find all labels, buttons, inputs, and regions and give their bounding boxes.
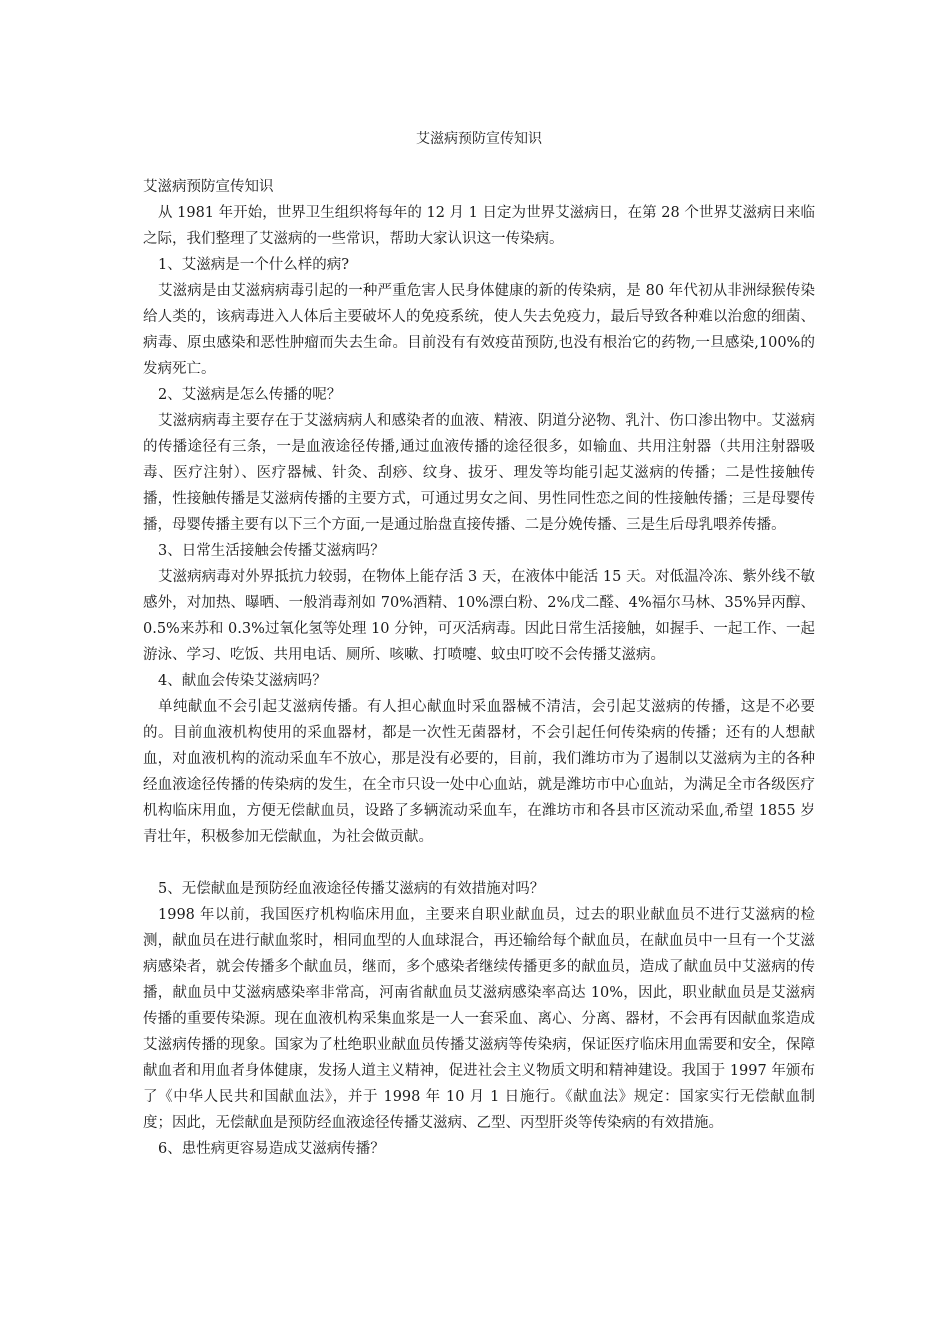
answer-2: 艾滋病病毒主要存在于艾滋病病人和感染者的血液、精液、阴道分泌物、乳汁、伤口渗出物中。艾滋病的传播途径有三条，一是血液途径传播,通过血液传播的途径很多，如输血、共用注射器（共用注射器吸毒、医疗注射）、医疗器械、针灸、刮痧、纹身、拔牙、理发等均能引起艾滋病的传播；二是性接触传播，性接触传播是艾滋病传播的主要方式，可通过男女之间、男性同性恋之间的性接触传播；三是母婴传播，母婴传播主要有以下三个方面,一是通过胎盘直接传播、二是分娩传播、三是生后母乳喂养传播。 — [143, 413, 815, 533]
answer-1: 艾滋病是由艾滋病病毒引起的一种严重危害人民身体健康的新的传染病，是 80 年代初从非洲绿猴传染给人类的，该病毒进入人体后主要破坏人的免疫系统，使人失去免疫力，最后导致各种难以治愈的细菌、病毒、原虫感染和恶性肿瘤而失去生命。目前没有有效疫苗预防,也没有根治它的药物,一旦感染,100%的发病死亡。 — [143, 283, 815, 377]
intro-paragraph: 从 1981 年开始，世界卫生组织将每年的 12 月 1 日定为世界艾滋病日，在第 28 个世界艾滋病日来临之际，我们整理了艾滋病的一些常识，帮助大家认识这一传染病。 — [143, 205, 815, 247]
answer-3: 艾滋病病毒对外界抵抗力较弱，在物体上能存活 3 天，在液体中能活 15 天。对低温冷冻、紫外线不敏感外，对加热、曝晒、一般消毒剂如 70%酒精、10%漂白粉、2%戊二醛、4%福尔马林、35%异丙醇、0.5%来苏和 0.3%过氧化氢等处理 10 分钟，可灭活病毒。因此日常生活接触，如握手、一起工作、一起游泳、学习、吃饭、共用电话、厕所、咳嗽、打喷嚏、蚊虫叮咬不会传播艾滋病。 — [143, 569, 815, 663]
document-body — [143, 174, 815, 1162]
document-heading: 艾滋病预防宣传知识 — [143, 179, 274, 195]
question-2: 2、艾滋病是怎么传播的呢？ — [158, 387, 342, 403]
answer-5: 1998 年以前，我国医疗机构临床用血，主要来自职业献血员，过去的职业献血员不进行艾滋病的检测，献血员在进行献血浆时，相同血型的人血球混合，再还输给每个献血员，在献血员中一旦有一个艾滋病感染者，就会传播多个献血员，继而，多个感染者继续传播更多的献血员，造成了献血员中艾滋病的传播，献血员中艾滋病感染率非常高，河南省献血员艾滋病感染率高达 10%，因此，职业献血员是艾滋病传播的重要传染源。现在血液机构采集血浆是一人一套采血、离心、分离、器材，不会再有因献血浆造成艾滋病传播的现象。国家为了杜绝职业献血员传播艾滋病等传染病，保证医疗临床用血需要和安全，保障献血者和用血者身体健康，发扬人道主义精神，促进社会主义物质文明和精神建设。我国于 1997 年颁布了《中华人民共和国献血法》，并于 1998 年 10 月 1 日施行。《献血法》规定：国家实行无偿献血制度；因此，无偿献血是预防经血液途径传播艾滋病、乙型、丙型肝炎等传染病的有效措施。 — [143, 907, 815, 1131]
question-5: 5、无偿献血是预防经血液途径传播艾滋病的有效措施对吗？ — [158, 881, 545, 897]
question-4: 4、献血会传染艾滋病吗？ — [158, 673, 327, 689]
question-3: 3、日常生活接触会传播艾滋病吗？ — [158, 543, 385, 559]
blank-line — [143, 850, 815, 876]
question-6: 6、患性病更容易造成艾滋病传播？ — [158, 1141, 385, 1157]
question-1: 1、艾滋病是一个什么样的病? — [158, 257, 349, 273]
document-title: 艾滋病预防宣传知识 — [416, 131, 542, 147]
answer-4: 单纯献血不会引起艾滋病传播。有人担心献血时采血器械不清洁，会引起艾滋病的传播，这是不必要的。目前血液机构使用的采血器材，都是一次性无菌器材，不会引起任何传染病的传播；还有的人想献血，对血液机构的流动采血车不放心，那是没有必要的，目前，我们潍坊市为了遏制以艾滋病为主的各种经血液途径传播的传染病的发生，在全市只设一处中心血站，就是潍坊市中心血站，为满足全市各级医疗机构临床用血，方便无偿献血员，设路了多辆流动采血车，在潍坊市和各县市区流动采血,希望 1855 岁青壮年，积极参加无偿献血，为社会做贡献。 — [143, 699, 815, 845]
